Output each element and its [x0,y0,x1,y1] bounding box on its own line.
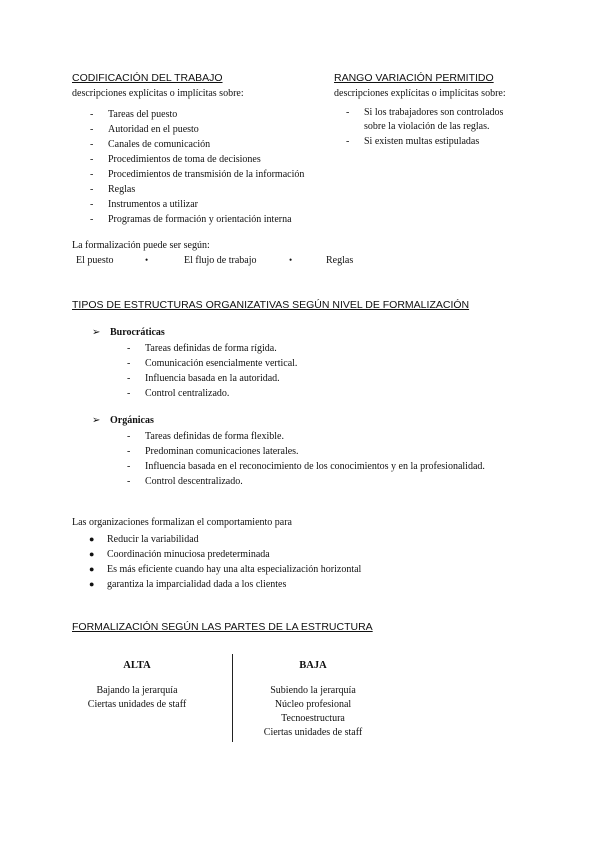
organizaciones-list [89,532,409,592]
codificacion-item-bullet: - [90,154,94,165]
codificacion-item-text: Procedimientos de toma de decisiones [108,154,261,165]
organizaciones-item-bullet: ● [89,534,95,544]
burocraticas-item-text: Tareas definidas de forma rígida. [145,343,277,354]
burocraticas-list [127,341,447,401]
burocraticas-item [127,371,447,386]
codificacion-item [90,197,340,212]
codificacion-item-bullet: - [90,184,94,195]
codificacion-item [90,167,340,182]
codificacion-item-bullet: - [90,139,94,150]
organicas-item-bullet: - [127,461,131,472]
organizaciones-item-text: Reducir la variabilidad [107,534,199,545]
burocraticas-item-bullet: - [127,388,131,399]
organizaciones-item-text: garantiza la imparcialidad dada a los clientes [107,579,287,590]
codificacion-item-text: Canales de comunicación [108,139,211,150]
codificacion-list [90,107,340,227]
organizaciones-item [89,577,409,592]
codificacion-item [90,137,340,152]
rango-subtitle: descripciones explícitas o implícitas sobre: [334,88,506,99]
burocraticas-item-bullet: - [127,343,131,354]
organizaciones-item-bullet: ● [89,579,95,589]
codificacion-item [90,212,340,227]
organicas-list [127,429,547,489]
alta-header: ALTA [123,660,151,671]
partes-title: FORMALIZACIÓN SEGÚN LAS PARTES DE LA ESTRUCTURA [72,621,373,633]
codificacion-item-text: Tareas del puesto [108,109,178,120]
organicas-item-text: Predominan comunicaciones laterales. [145,446,299,457]
codificacion-item-text: Programas de formación y orientación interna [108,214,292,225]
codificacion-item-text: Autoridad en el puesto [108,124,199,135]
burocraticas-item [127,341,447,356]
burocraticas-item [127,386,447,401]
organicas-item-bullet: - [127,476,131,487]
alta-item-2: Ciertas unidades de staff [87,699,187,710]
codificacion-item-text: Procedimientos de transmisión de la información [108,169,305,180]
rango-bullet-1: - [346,107,350,118]
organizaciones-intro: Las organizaciones formalizan el comportamiento para [72,517,292,528]
burocraticas-item-bullet: - [127,358,131,369]
option-flujo-trabajo: El flujo de trabajo [184,255,257,266]
burocraticas-item-bullet: - [127,373,131,384]
option-el-puesto: El puesto [76,255,114,266]
burocraticas-item-text: Influencia basada en la autoridad. [145,373,280,384]
baja-item-1: Subiendo la jerarquía [270,685,356,696]
organizaciones-item-text: Coordinación minuciosa predeterminada [107,549,270,560]
codificacion-item [90,107,340,122]
codificacion-item-bullet: - [90,169,94,180]
organicas-item [127,459,547,474]
organizaciones-item [89,532,409,547]
separator-dot-1: • [145,255,149,265]
codificacion-item-bullet: - [90,124,94,135]
formalizacion-intro: La formalización puede ser según: [72,240,210,251]
organicas-item [127,429,547,444]
burocraticas-item-text: Comunicación esencialmente vertical. [145,358,298,369]
rango-item-1-line1: Si los trabajadores son controlados [364,107,504,118]
codificacion-item [90,182,340,197]
organizaciones-item-text: Es más eficiente cuando hay una alta especialización horizontal [107,564,362,575]
codificacion-item-bullet: - [90,199,94,210]
rango-title: RANGO VARIACIÓN PERMITIDO [334,72,494,84]
baja-item-4: Ciertas unidades de staff [263,727,363,738]
organicas-item-bullet: - [127,431,131,442]
organicas-item-text: Tareas definidas de forma flexible. [145,431,284,442]
organicas-item-text: Influencia basada en el reconocimiento de los conocimientos y en la profesionalidad. [145,461,485,472]
rango-item-2: Si existen multas estipuladas [364,136,480,147]
burocraticas-label: Burocráticas [110,327,165,338]
baja-item-2: Núcleo profesional [274,699,352,710]
codificacion-item-bullet: - [90,109,94,120]
rango-bullet-2: - [346,136,350,147]
table-divider [232,654,233,742]
organicas-label: Orgánicas [110,415,154,426]
rango-item-1-line2: sobre la violación de las reglas. [364,121,490,132]
codificacion-title: CODIFICACIÓN DEL TRABAJO [72,72,223,84]
tipos-title: TIPOS DE ESTRUCTURAS ORGANIZATIVAS SEGÚN NIVEL DE FORMALIZACIÓN [72,299,470,311]
burocraticas-item [127,356,447,371]
codificacion-item-text: Reglas [108,184,136,195]
codificacion-item-text: Instrumentos a utilizar [108,199,198,210]
baja-item-3: Tecnoestructura [281,713,345,724]
codificacion-item [90,122,340,137]
organizaciones-item-bullet: ● [89,549,95,559]
burocraticas-item-text: Control centralizado. [145,388,230,399]
codificacion-subtitle: descripciones explícitas o implícitas sobre: [72,88,244,99]
arrow-bullet-icon: ➢ [92,327,101,338]
organizaciones-item [89,562,409,577]
organizaciones-item [89,547,409,562]
separator-dot-2: • [289,255,293,265]
codificacion-item-bullet: - [90,214,94,225]
organicas-item [127,474,547,489]
baja-header: BAJA [299,660,327,671]
alta-item-1: Bajando la jerarquía [96,685,178,696]
organicas-item [127,444,547,459]
option-reglas: Reglas [326,255,354,266]
arrow-bullet-icon: ➢ [92,415,101,426]
organicas-item-text: Control descentralizado. [145,476,243,487]
organizaciones-item-bullet: ● [89,564,95,574]
organicas-item-bullet: - [127,446,131,457]
codificacion-item [90,152,340,167]
